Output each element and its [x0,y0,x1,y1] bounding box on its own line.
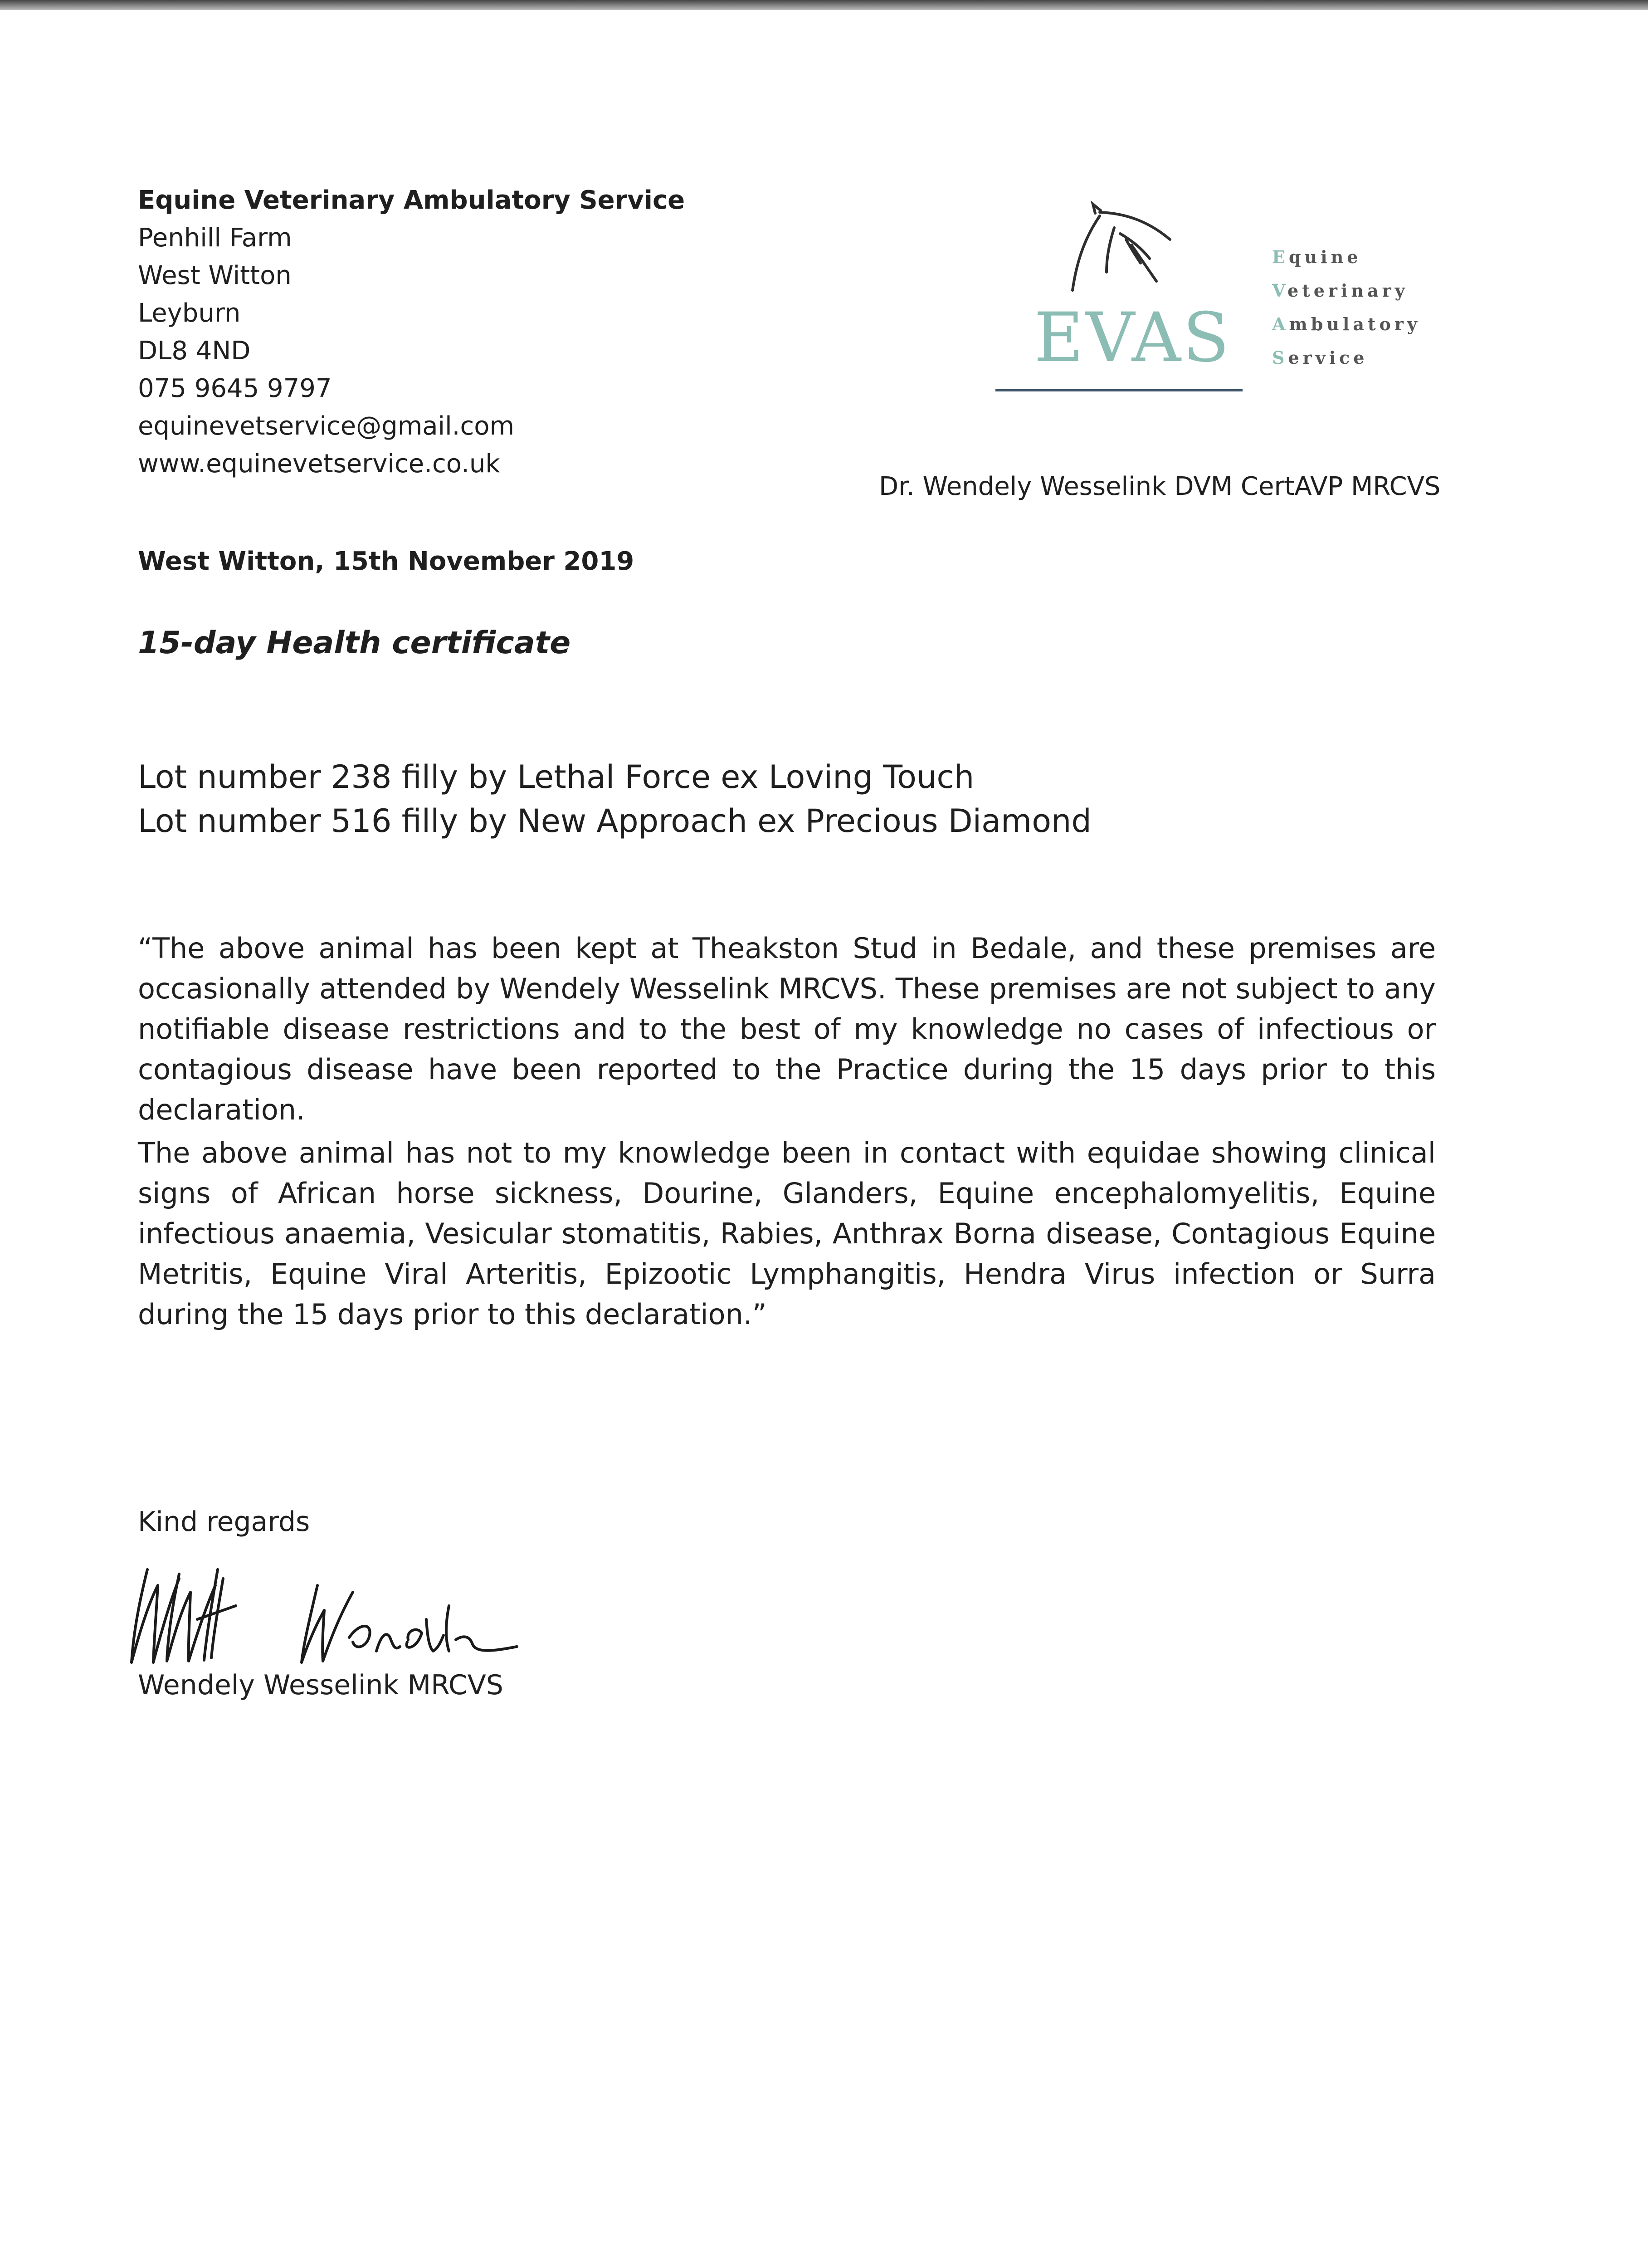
phone-number: 075 9645 9797 [138,374,332,403]
logo-rule [995,389,1243,391]
place-date: West Witton, 15th November 2019 [138,547,634,576]
address-line-farm: Penhill Farm [138,223,292,253]
contact-paragraph: The above animal has not to my knowledge been in contact with equidae showing clinical signs of African horse sickness, Dourine, Glanders, Equine encephalomyelitis, Equine infectious anaemia, Vesicular stomatitis, Rabies, Anthrax Borna disease, Contagious Equine Metritis, Equine Viral Arteritis, Epizootic Lymphangitis, Hendra Virus infection or Surra during the 15 days prior to this declaration.” [138,1136,1436,1331]
organization-name: Equine Veterinary Ambulatory Service [138,186,685,215]
logo-word-veterinary: Veterinary [1272,280,1409,301]
logo-word-service: Service [1272,347,1368,368]
logo-letters: EVAS [1034,298,1231,377]
lot-item: Lot number 238 filly by Lethal Force ex Loving Touch [138,758,975,796]
lot-item: Lot number 516 filly by New Approach ex Precious Diamond [138,802,1092,840]
certificate-title: 15-day Health certificate [138,625,571,661]
horse-head-icon [995,200,1249,308]
declaration-paragraph: “The above animal has been kept at Theakston Stud in Bedale, and these premises are occasionally attended by Wendely Wesselink MRCVS. These premises are not subject to any notifiable disease restrictions and to the best of my knowledge no cases of infectious or contagious disease have been reported to the Practice during the 15 days prior to this declaration. [138,932,1436,1126]
address-line-postcode: DL8 4ND [138,336,251,366]
address-line-village: West Witton [138,261,292,290]
email-address: equinevetservice@gmail.com [138,411,515,441]
logo-word-equine: Equine [1272,247,1362,267]
vet-name: Dr. Wendely Wesselink DVM CertAVP MRCVS [879,472,1441,501]
scan-edge [0,0,1648,10]
address-line-town: Leyburn [138,298,241,328]
signer-name: Wendely Wesselink MRCVS [138,1669,503,1701]
lot-list [138,755,1092,843]
handwritten-signature [104,1542,558,1687]
letterhead-address [138,181,685,483]
logo-word-ambulatory: Ambulatory [1272,314,1421,334]
website: www.equinevetservice.co.uk [138,449,500,479]
closing: Kind regards [138,1506,310,1538]
logo-words [1272,240,1421,375]
evas-logo [995,200,1422,399]
